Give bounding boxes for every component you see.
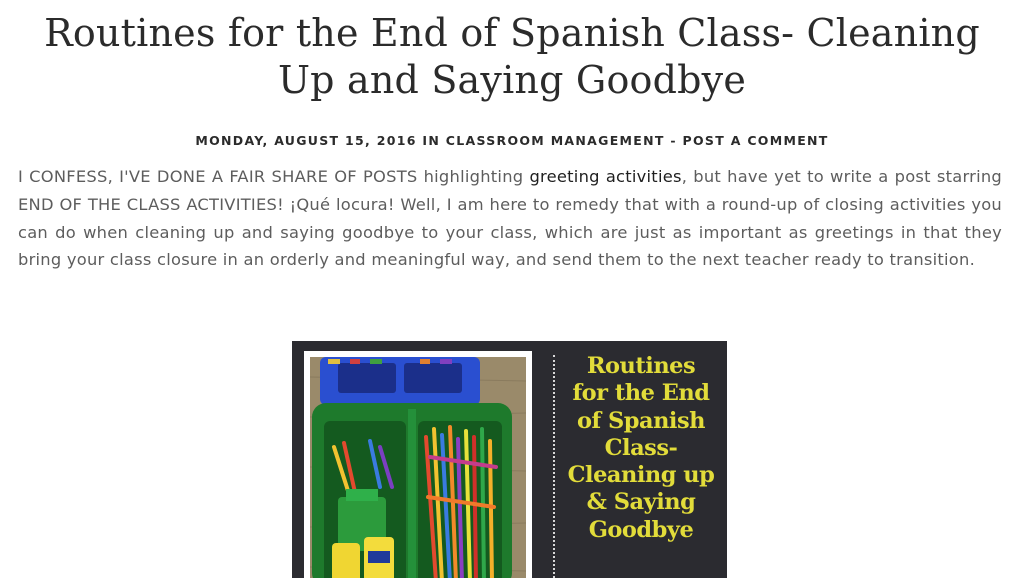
caddy-photo xyxy=(310,357,526,578)
post-title[interactable]: Routines for the End of Spanish Class- Cleaning Up and Saying Goodbye xyxy=(44,11,980,102)
caption-line: Class- xyxy=(604,434,678,461)
post-meta xyxy=(0,131,1024,151)
body-intro-caps: I CONFESS, I'VE DONE A FAIR SHARE OF POSTS xyxy=(18,167,418,186)
greeting-activities-link[interactable]: greeting activities xyxy=(529,167,682,186)
image-caption xyxy=(560,353,722,544)
category-link[interactable]: CLASSROOM MANAGEMENT xyxy=(445,133,665,148)
caddy-illustration xyxy=(310,357,526,578)
post-meta-in: IN xyxy=(422,133,441,148)
featured-image[interactable] xyxy=(292,341,727,578)
caption-line: & Saying xyxy=(586,489,696,516)
caption-line: Routines xyxy=(586,353,696,379)
post-meta-separator: - xyxy=(670,133,677,148)
post-body xyxy=(18,163,1002,274)
caption-line: of Spanish xyxy=(576,407,705,434)
post-date: MONDAY, AUGUST 15, 2016 xyxy=(195,133,417,148)
caption-line: for the End xyxy=(572,380,710,407)
body-text-2: , but have yet to write a post starring END OF THE CLASS ACTIVITIES! ¡Qué locura! Well, I am here to remedy that with a round-up of closing activities you can do when cleaning up and saying goodbye to your class, which are just as important as greetings in that they bring your class closure in an orderly and meaningful way, and send them to the next teacher ready to transition. xyxy=(18,167,1003,270)
caption-line: Goodbye xyxy=(588,516,694,543)
caption-line: Cleaning up xyxy=(567,462,715,489)
image-divider xyxy=(553,355,555,578)
post-comment-link[interactable]: POST A COMMENT xyxy=(682,133,829,148)
body-text-1: highlighting xyxy=(417,167,530,186)
photo-frame xyxy=(304,351,532,578)
